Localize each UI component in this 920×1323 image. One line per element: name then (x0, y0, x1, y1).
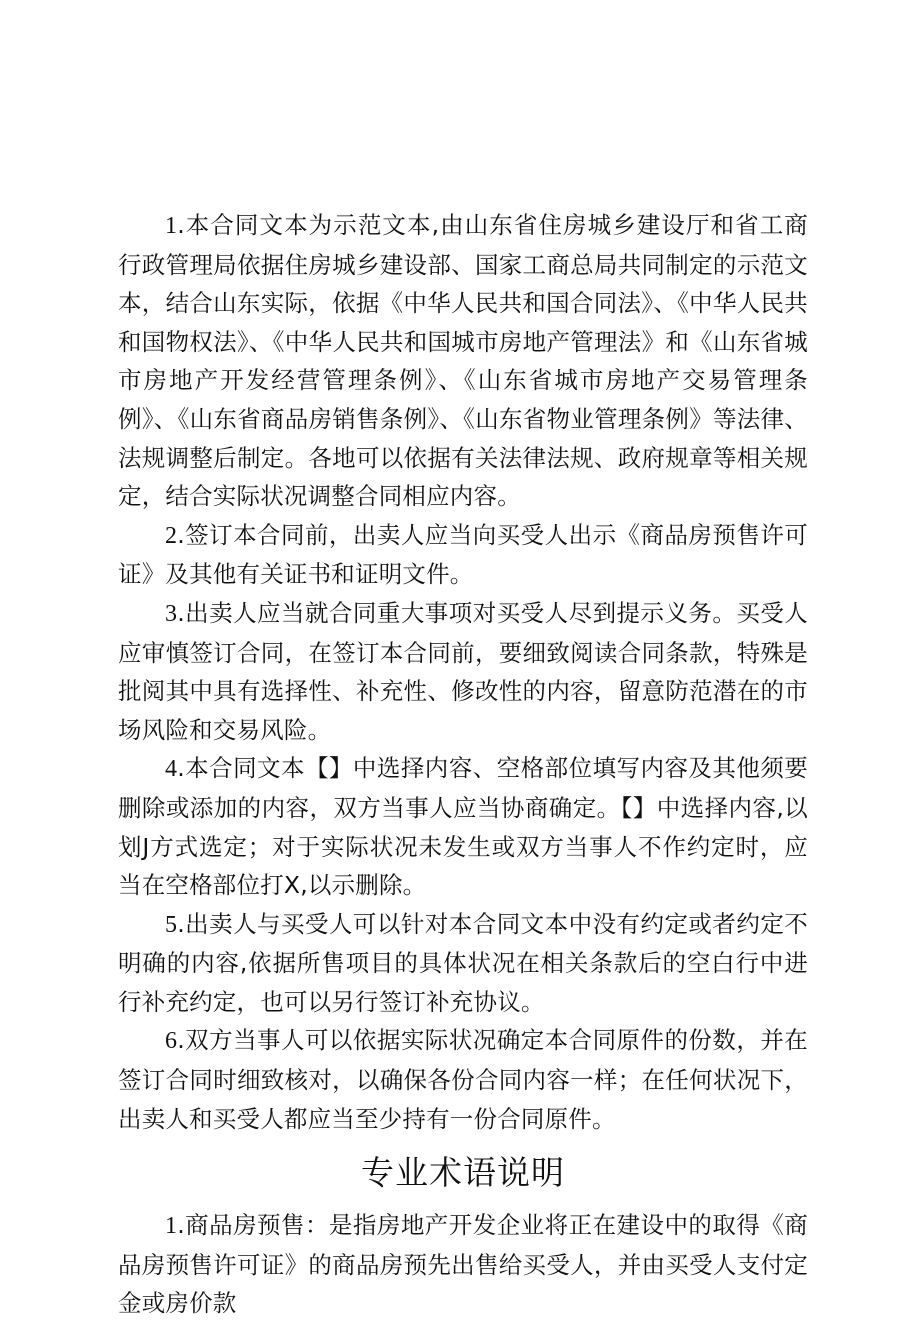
note-text: .出卖人与买受人可以针对本合同文本中没有约定或者约定不明确的内容,依据所售项目的具体状况在相关条款后的空白行中进行补充约定，也可以另行签订补充协议。 (118, 909, 808, 1016)
note-number: 1 (165, 213, 178, 239)
note-text: .本合同文本【】中选择内容、空格部位填写内容及其他须要删除或添加的内容，双方当事人应当协商确定。【】中选择内容,以划J方式选定；对于实际状况未发生或双方当事人不作约定时，应当在空格部位打X,以示删除。 (118, 754, 808, 900)
note-number: 3 (165, 600, 178, 627)
note-text: .签订本合同前，出卖人应当向买受人出示《商品房预售许可证》及其他有关证书和证明文件。 (118, 520, 808, 589)
note-6 (118, 1021, 808, 1138)
note-number: 6 (165, 1028, 178, 1055)
note-number: 2 (165, 522, 178, 549)
note-4 (118, 749, 808, 904)
term-number: 1 (165, 1213, 178, 1240)
note-2 (118, 516, 808, 594)
note-text: .本合同文本为示范文本,由山东省住房城乡建设厅和省工商行政管理局依据住房城乡建设部、国家工商总局共同制定的示范文本，结合山东实际，依据《中华人民共和国合同法》、《中华人民共和国物权法》、《中华人民共和国城市房地产管理法》和《山东省城市房地产开发经营管理条例》、《山东省城市房地产交易管理条例》、《山东省商品房销售条例》、《山东省物业管理条例》等法律、法规调整后制定。各地可以依据有关法律法规、政府规章等相关规定，结合实际状况调整合同相应内容。 (118, 211, 808, 511)
document-page (118, 206, 808, 1323)
note-text: .双方当事人可以依据实际状况确定本合同原件的份数，并在签订合同时细致核对，以确保各份合同内容一样；在任何状况下，出卖人和买受人都应当至少持有一份合同原件。 (118, 1026, 808, 1133)
section-title: 专业术语说明 (361, 1153, 565, 1193)
note-text: .出卖人应当就合同重大事项对买受人尽到提示义务。买受人应审慎签订合同，在签订本合同前，要细致阅读合同条款，特殊是批阅其中具有选择性、补充性、修改性的内容，留意防范潜在的市场风险和交易风险。 (118, 598, 808, 744)
term-text: .商品房预售：是指房地产开发企业将正在建设中的取得《商品房预售许可证》的商品房预先出售给买受人，并由买受人支付定金或房价款 (118, 1211, 808, 1318)
note-3 (118, 594, 808, 749)
term-1 (118, 1206, 808, 1323)
note-number: 5 (165, 911, 178, 938)
note-number: 4 (165, 756, 178, 783)
note-1 (118, 206, 808, 516)
note-5 (118, 905, 808, 1022)
